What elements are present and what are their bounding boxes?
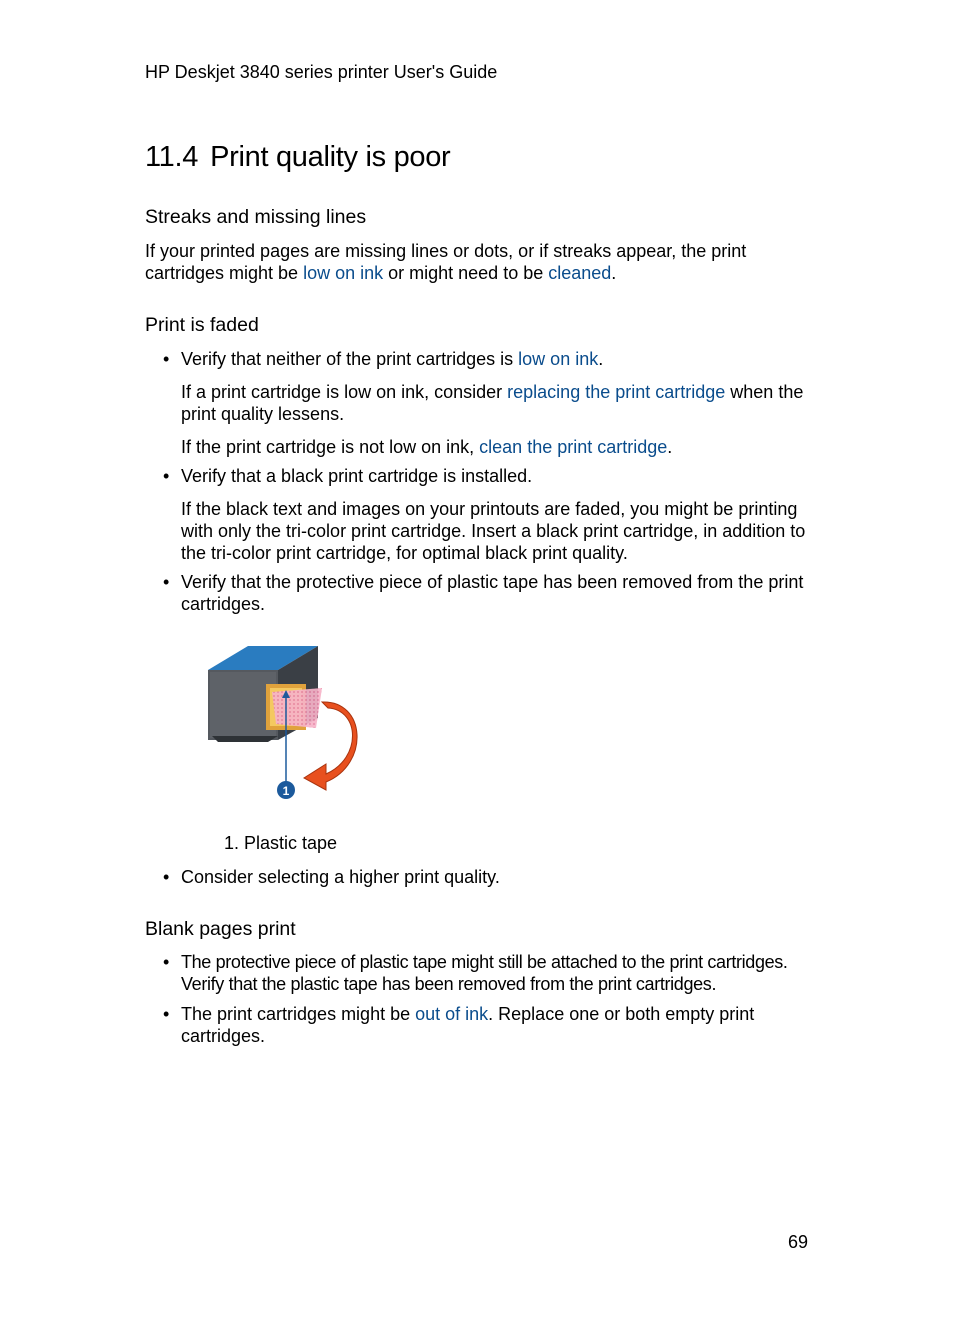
- bullet-dot: •: [163, 867, 170, 887]
- text-run: .: [598, 349, 604, 369]
- section-title: [145, 141, 450, 174]
- figure-caption: 1. Plastic tape: [224, 833, 338, 853]
- bullet-text: Verify that a black print cartridge is installed.: [181, 466, 533, 486]
- section-number: 11.4: [145, 141, 199, 173]
- link-replacing-cartridge[interactable]: replacing the print cartridge: [507, 382, 726, 402]
- bullet-text: [181, 348, 813, 370]
- bullet-dot: •: [163, 1004, 170, 1024]
- indented-paragraph: [181, 381, 813, 425]
- heading-streaks: Streaks and missing lines: [145, 206, 367, 228]
- text-run: . Replace one or both empty print cartridges.: [181, 1004, 755, 1046]
- bullet-text: Consider selecting a higher print quality.: [181, 867, 500, 887]
- text-run: when the print quality lessens.: [181, 382, 804, 424]
- running-header: HP Deskjet 3840 series printer User's Guide: [145, 62, 498, 82]
- text-run: .: [611, 263, 617, 283]
- streaks-paragraph: [145, 240, 815, 284]
- bullet-dot: •: [163, 349, 170, 369]
- bullet-dot: •: [163, 572, 170, 592]
- bullet-text: [181, 1003, 813, 1047]
- page-number: 69: [788, 1232, 809, 1252]
- link-low-on-ink-2[interactable]: low on ink: [518, 349, 599, 369]
- indented-paragraph: If the black text and images on your printouts are faded, you might be printing with only the tri-color print cartridge. Insert a black print cartridge, in addition to the tri-color print cartridge, for optimal black print quality.: [181, 499, 806, 563]
- text-run: cartridges might be: [145, 263, 304, 283]
- bullet-text: Verify that the protective piece of plastic tape has been removed from the print cartridges.: [181, 572, 804, 614]
- link-out-of-ink[interactable]: out of ink: [415, 1004, 489, 1024]
- text-run: If a print cartridge is low on ink, consider: [181, 382, 508, 402]
- text-run: .: [667, 437, 673, 457]
- link-cleaned[interactable]: cleaned: [548, 263, 612, 283]
- indented-paragraph: [181, 436, 813, 458]
- section-title-text: Print quality is poor: [210, 141, 451, 173]
- streaks-line1: If your printed pages are missing lines or dots, or if streaks appear, the print: [145, 241, 747, 261]
- text-run: or might need to be: [383, 263, 549, 283]
- bullet-dot: •: [163, 952, 170, 972]
- text-run: Verify that neither of the print cartridges is: [181, 349, 519, 369]
- link-low-on-ink[interactable]: low on ink: [303, 263, 384, 283]
- bullet-dot: •: [163, 466, 170, 486]
- callout-1-icon: [277, 781, 295, 799]
- text-run: The print cartridges might be: [181, 1004, 416, 1024]
- heading-blank-pages: Blank pages print: [145, 918, 296, 940]
- link-clean-cartridge[interactable]: clean the print cartridge: [479, 437, 668, 457]
- cartridge-tape-illustration: [200, 638, 370, 808]
- bullet-text: The protective piece of plastic tape might still be attached to the print cartridges. Verify that the plastic tape has been removed from the print cartridges.: [181, 952, 788, 994]
- callout-number: 1: [282, 784, 290, 798]
- text-run: If the print cartridge is not low on ink,: [181, 437, 480, 457]
- heading-print-faded: Print is faded: [145, 314, 259, 336]
